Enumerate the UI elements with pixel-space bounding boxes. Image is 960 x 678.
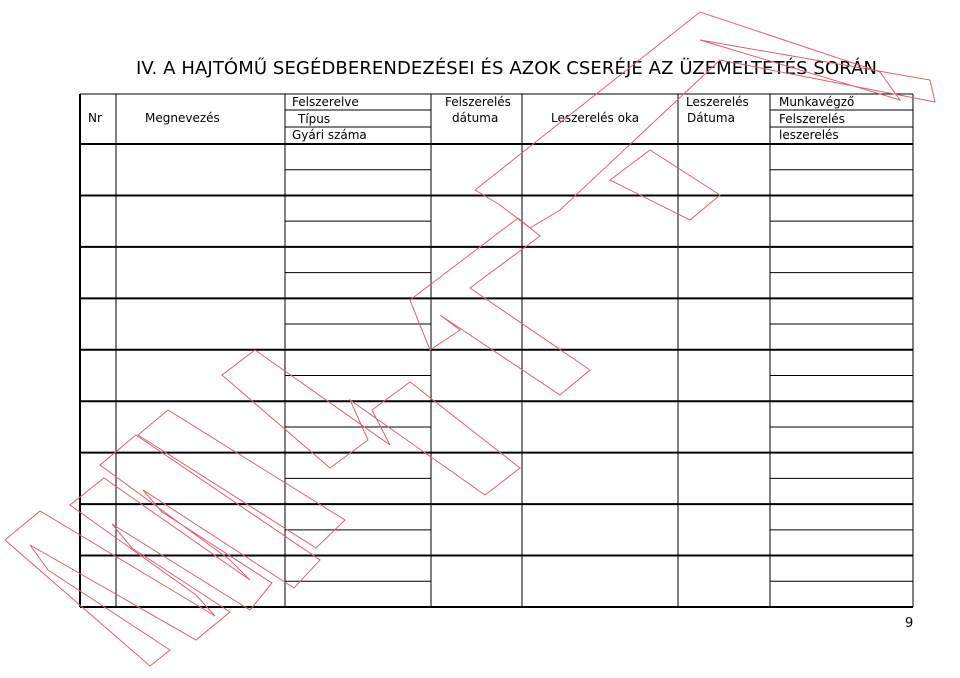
page-number: 9 (905, 616, 914, 631)
header-munkavegzo: Munkavégző (779, 95, 855, 109)
header-munkavegzo-leszereles: leszerelés (779, 128, 839, 142)
header-gyari-szama: Gyári száma (292, 128, 367, 142)
header-felszereles-datum: Felszerelés (445, 95, 511, 109)
page-title: IV. A HAJTÓMŰ SEGÉDBERENDEZÉSEI ÉS AZOK CSERÉJE AZ ÜZEMELTETÉS SORÁN (136, 58, 878, 79)
header-nr: Nr (88, 111, 102, 125)
header-megnevezes: Megnevezés (145, 111, 220, 125)
header-felszereles-datuma: dátuma (452, 111, 499, 125)
header-munkavegzo-felszereles: Felszerelés (779, 112, 845, 126)
header-tipus: Típus (298, 112, 331, 126)
header-leszereles-datuma: Dátuma (687, 111, 735, 125)
header-leszereles-datum: Leszerelés (686, 95, 749, 109)
header-felszerelve: Felszerelve (292, 95, 359, 109)
header-leszereles-oka: Leszerelés oka (551, 111, 640, 125)
